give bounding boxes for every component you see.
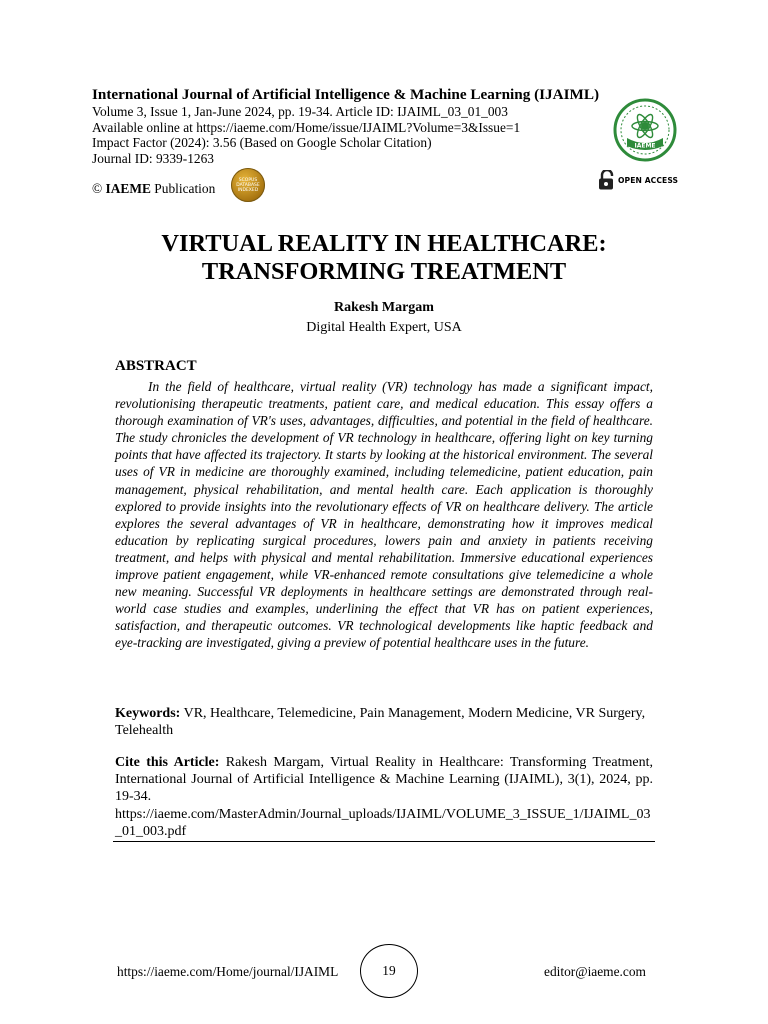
cite-url-link[interactable]: https://iaeme.com/MasterAdmin/Journal_uploads/IJAIML/VOLUME_3_ISSUE_1/IJAIML_03_01_003.pdf <box>115 806 651 839</box>
publisher-line <box>92 180 215 198</box>
open-lock-icon <box>598 170 616 190</box>
logo-text: IAEME <box>634 142 656 150</box>
title-line-1: VIRTUAL REALITY IN HEALTHCARE: <box>161 230 607 257</box>
journal-id-line: Journal ID: 9339-1263 <box>92 150 214 166</box>
keywords-list: VR, Healthcare, Telemedicine, Pain Management, Modern Medicine, VR Surgery, Telehealth <box>115 706 646 739</box>
abstract-text: In the field of healthcare, virtual reality (VR) technology has made a significant impact, revolutionising therapeutic treatments, patient care, and medical education. This essay offers a thorough examination of VR's uses, advantages, difficulties, and potential in the field of healthcare. The study chronicles the development of VR technology in healthcare, offering light on key turning points that have affected its trajectory. It starts by looking at the historical environment. The several uses of VR in medicine are thoroughly examined, including telemedicine, patient education, pain management, physical rehabilitation, and mental health care. Each application is thoroughly explored to provide insights into the revolutionary effects of VR on healthcare delivery. The article explores the several advantages of VR in healthcare, demonstrating how it improves medical education by replicating surgical procedures, lowers pain and anxiety in patients receiving treatment, and helps with physical and mental rehabilitation. Immersive educational experiences improve patient engagement, while VR-enhanced remote consultations give telemedicine a whole new meaning. Successful VR deployments in healthcare settings are demonstrated through real-world case studies and examples, underlining the effect that VR has on patient experiences, satisfaction, and therapeutic outcomes. VR technological developments like haptic feedback and eye-tracking are investigated, giving a preview of potential healthcare uses in the future. <box>115 379 653 651</box>
keywords-label: Keywords: <box>115 706 181 721</box>
page-number-circle <box>360 944 418 998</box>
cite-text: Rakesh Margam, Virtual Reality in Healthcare: Transforming Treatment, International Journal of Artificial Intelligence & Machine Learning (IJAIML), 3(1), 2024, pp. 19-34. <box>115 755 653 805</box>
citation-paragraph <box>115 754 653 840</box>
footer-journal-url[interactable]: https://iaeme.com/Home/journal/IJAIML <box>117 964 339 979</box>
cite-label: Cite this Article: <box>115 755 220 770</box>
keywords-paragraph <box>115 705 653 739</box>
badge-text: SCOPUS DATABASE INDEXED <box>236 178 260 193</box>
author-affiliation: Digital Health Expert, USA <box>306 320 462 335</box>
journal-header <box>92 86 632 166</box>
impact-factor-line: Impact Factor (2024): 3.56 (Based on Google Scholar Citation) <box>92 135 432 151</box>
footer-email[interactable]: editor@iaeme.com <box>544 964 646 979</box>
iaeme-logo-icon <box>613 98 677 162</box>
scopus-badge-icon <box>231 168 265 202</box>
title-line-2: TRANSFORMING TREATMENT <box>201 258 567 285</box>
divider-rule <box>113 841 655 842</box>
available-online-line[interactable]: Available online at https://iaeme.com/Home/issue/IJAIML?Volume=3&Issue=1 <box>92 119 521 135</box>
abstract-heading: ABSTRACT <box>115 358 197 374</box>
page-number: 19 <box>382 963 396 978</box>
author-name: Rakesh Margam <box>334 300 434 315</box>
open-access-label: OPEN ACCESS <box>618 176 679 185</box>
open-access-badge <box>598 170 679 195</box>
copyright-symbol: © <box>92 181 103 196</box>
publisher-name: IAEME <box>105 181 151 196</box>
article-title <box>0 230 768 286</box>
publication-word: Publication <box>154 181 216 196</box>
journal-title: International Journal of Artificial Intelligence & Machine Learning (IJAIML) <box>92 86 600 103</box>
volume-line: Volume 3, Issue 1, Jan-June 2024, pp. 19-34. Article ID: IJAIML_03_01_003 <box>92 104 508 119</box>
